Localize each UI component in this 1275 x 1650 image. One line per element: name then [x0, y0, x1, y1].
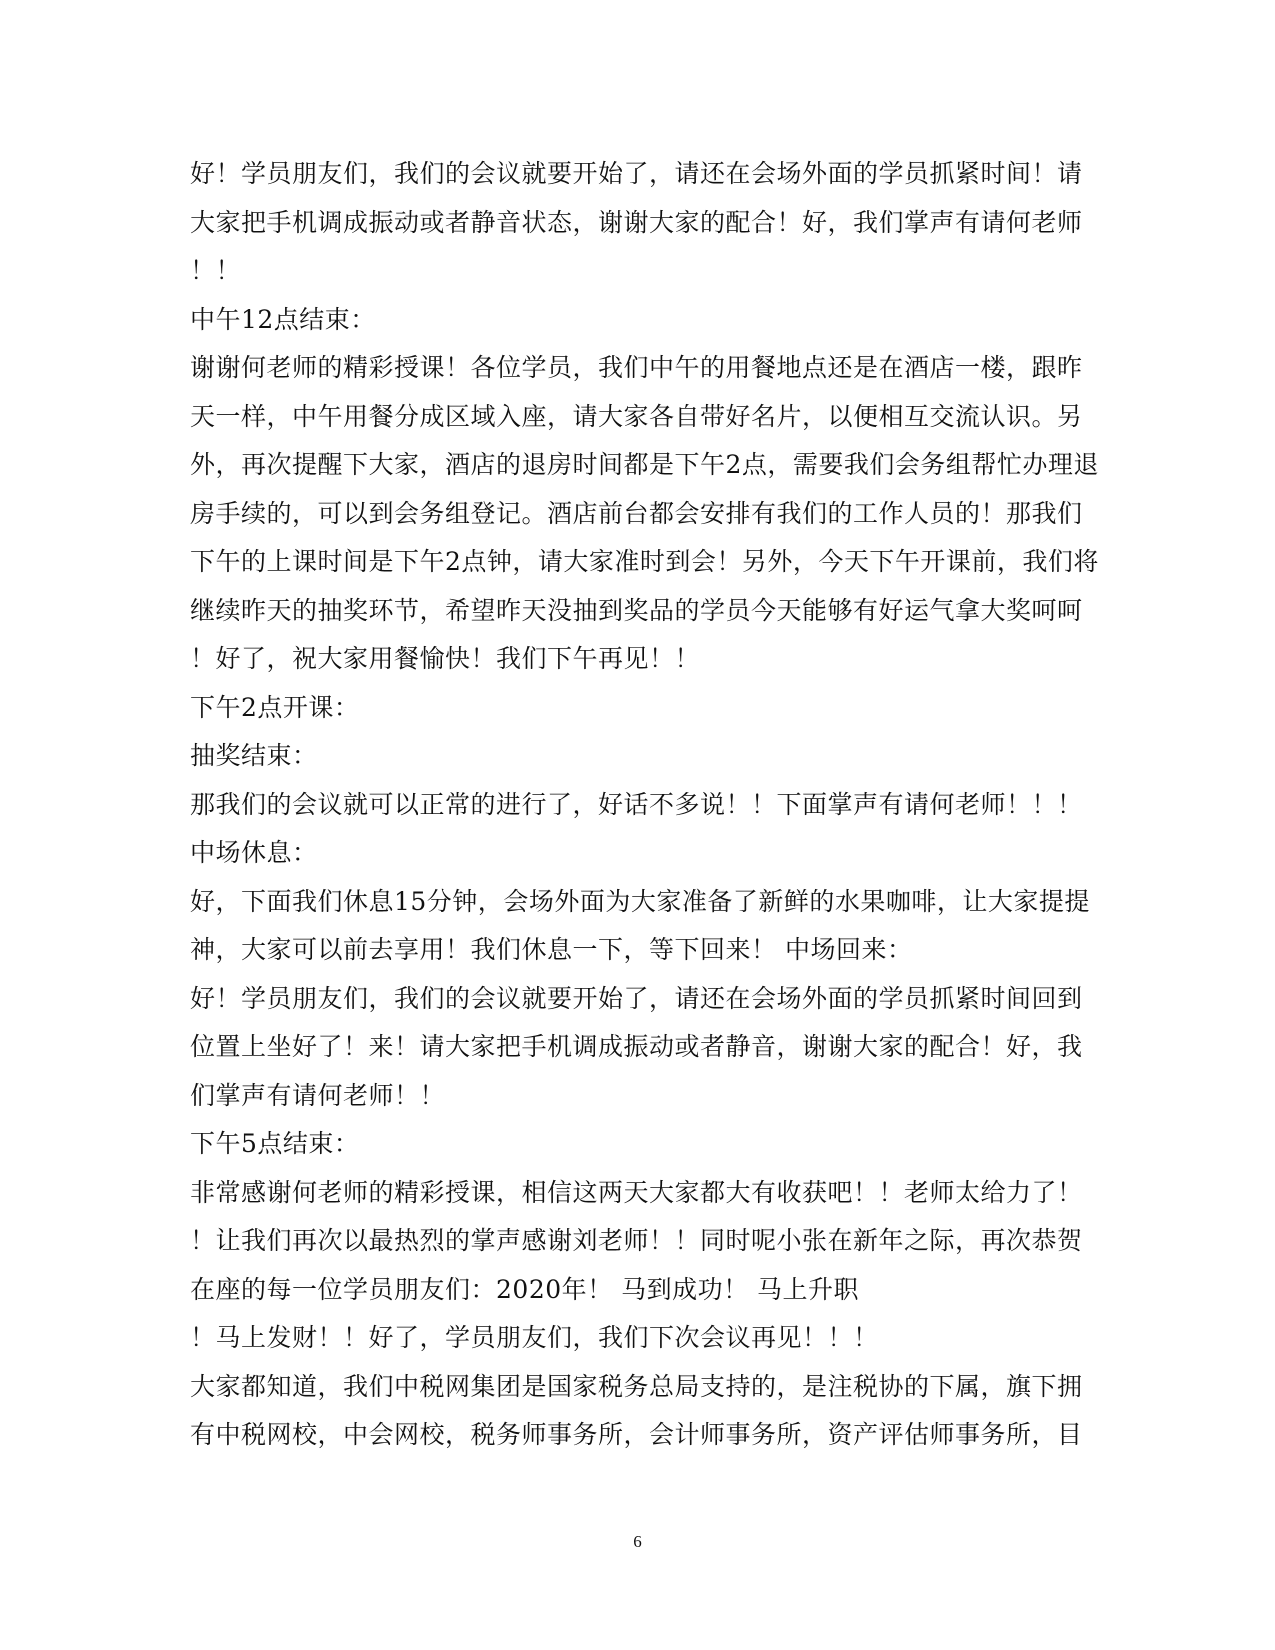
section-heading: 抽奖结束： — [190, 741, 318, 770]
text-line: 房手续的，可以到会务组登记。酒店前台都会安排有我们的工作人员的！那我们 — [190, 498, 1083, 528]
text-line: 好！学员朋友们，我们的会议就要开始了，请还在会场外面的学员抓紧时间！请 — [190, 159, 1083, 188]
text-line: 好，下面我们休息15分钟，会场外面为大家准备了新鲜的水果咖啡，让大家提提 — [190, 886, 1090, 916]
text-line: ！让我们再次以最热烈的掌声感谢刘老师！！同时呢小张在新年之际，再次恭贺 — [190, 1226, 1083, 1255]
section-heading: 下午5点结束： — [190, 1129, 360, 1158]
text-line: 大家把手机调成振动或者静音状态，谢谢大家的配合！好，我们掌声有请何老师 — [190, 207, 1083, 237]
text-line: 下午的上课时间是下午2点钟，请大家准时到会！另外，今天下午开课前，我们将 — [190, 547, 1099, 576]
text-line: 在座的每一位学员朋友们：2020年！ 马到成功！ 马上升职 — [190, 1274, 860, 1304]
text-line: 位置上坐好了！来！请大家把手机调成振动或者静音，谢谢大家的配合！好，我 — [190, 1032, 1083, 1061]
text-line: 神，大家可以前去享用！我们休息一下，等下回来！ 中场回来： — [190, 935, 913, 964]
section-heading: 下午2点开课： — [190, 692, 360, 722]
text-line: 非常感谢何老师的精彩授课，相信这两天大家都大有收获吧！！老师太给力了！ — [190, 1177, 1083, 1207]
text-line: 那我们的会议就可以正常的进行了，好话不多说！！下面掌声有请何老师！！！ — [190, 789, 1083, 819]
text-line: 好！学员朋友们，我们的会议就要开始了，请还在会场外面的学员抓紧时间回到 — [190, 983, 1083, 1013]
text-line: ！！ — [190, 256, 242, 285]
text-line: 大家都知道，我们中税网集团是国家税务总局支持的，是注税协的下属，旗下拥 — [190, 1371, 1083, 1401]
body-text — [190, 150, 1099, 1460]
text-line: ！马上发财！！好了，学员朋友们，我们下次会议再见！！！ — [190, 1323, 879, 1352]
text-line: 天一样，中午用餐分成区域入座，请大家各自带好名片，以便相互交流认识。另 — [190, 401, 1083, 431]
text-line: 外，再次提醒下大家，酒店的退房时间都是下午2点，需要我们会务组帮忙办理退 — [190, 450, 1099, 479]
section-heading: 中午12点结束： — [190, 304, 376, 334]
text-line: ！好了，祝大家用餐愉快！我们下午再见！！ — [190, 644, 701, 673]
section-heading: 中场休息： — [190, 838, 318, 867]
text-line: 继续昨天的抽奖环节，希望昨天没抽到奖品的学员今天能够有好运气拿大奖呵呵 — [190, 595, 1083, 625]
text-line: 谢谢何老师的精彩授课！各位学员，我们中午的用餐地点还是在酒店一楼，跟昨 — [190, 353, 1083, 382]
text-line: 们掌声有请何老师！！ — [190, 1080, 446, 1110]
page-number: 6 — [633, 1532, 642, 1551]
text-line: 有中税网校，中会网校，税务师事务所，会计师事务所，资产评估师事务所，目 — [190, 1420, 1083, 1449]
